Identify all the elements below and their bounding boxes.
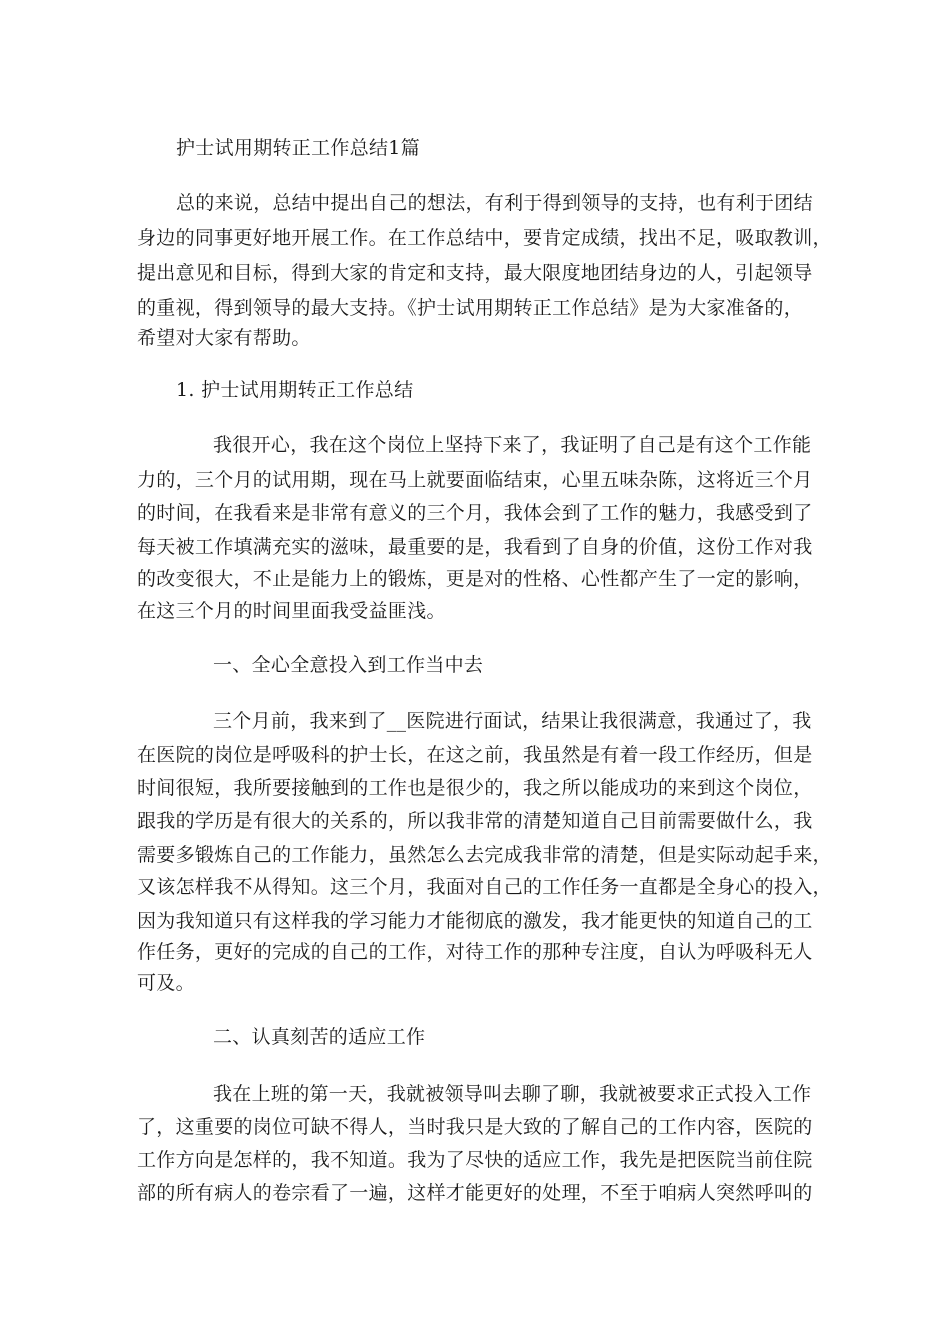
section-title: 1. 护士试用期转正工作总结 — [176, 379, 414, 401]
paragraph-line: 因为我知道只有这样我的学习能力才能彻底的激发，我才能更快的知道自己的工 — [137, 910, 813, 932]
paragraph-line: 了，这重要的岗位可缺不得人，当时我只是大致的了解自己的工作内容，医院的 — [137, 1116, 813, 1138]
paragraph-line: 部的所有病人的卷宗看了一遍，这样才能更好的处理，不至于咱病人突然呼叫的 — [137, 1182, 813, 1204]
paragraph-line: 可及。 — [137, 972, 195, 994]
paragraph-line: 的时间，在我看来是非常有意义的三个月，我体会到了工作的魅力，我感受到了 — [137, 502, 813, 524]
paragraph-line: 跟我的学历是有很大的关系的，所以我非常的清楚知道自己目前需要做什么，我 — [137, 810, 813, 832]
paragraph-line: 的改变很大，不止是能力上的锻炼，更是对的性格、心性都产生了一定的影响， — [137, 568, 813, 590]
intro-line: 的重视，得到领导的最大支持。《护士试用期转正工作总结》是为大家准备的， — [137, 297, 804, 319]
paragraph-line: 工作方向是怎样的，我不知道。我为了尽快的适应工作，我先是把医院当前住院 — [137, 1149, 813, 1171]
paragraph-line: 力的，三个月的试用期，现在马上就要面临结束，心里五味杂陈，这将近三个月 — [137, 469, 813, 491]
paragraph-line: 在这三个月的时间里面我受益匪浅。 — [137, 600, 446, 622]
paragraph-line: 我很开心，我在这个岗位上坚持下来了，我证明了自己是有这个工作能 — [213, 434, 812, 456]
paragraph-line: 作任务，更好的完成的自己的工作，对待工作的那种专注度，自认为呼吸科无人 — [137, 941, 813, 963]
paragraph-line: 三个月前，我来到了__医院进行面试，结果让我很满意，我通过了，我 — [213, 710, 812, 732]
intro-line: 提出意见和目标，得到大家的肯定和支持，最大限度地团结身边的人，引起领导 — [137, 262, 813, 284]
intro-line: 总的来说，总结中提出自己的想法，有利于得到领导的支持，也有利于团结 — [176, 192, 813, 214]
paragraph-line: 时间很短，我所要接触到的工作也是很少的，我之所以能成功的来到这个岗位， — [137, 777, 813, 799]
document-title: 护士试用期转正工作总结1篇 — [176, 137, 420, 159]
intro-line: 希望对大家有帮助。 — [137, 327, 311, 349]
paragraph-line: 我在上班的第一天，我就被领导叫去聊了聊，我就被要求正式投入工作 — [213, 1083, 812, 1105]
intro-line: 身边的同事更好地开展工作。在工作总结中，要肯定成绩，找出不足，吸取教训， — [137, 227, 832, 249]
subheading-2: 二、认真刻苦的适应工作 — [213, 1026, 426, 1048]
paragraph-line: 在医院的岗位是呼吸科的护士长，在这之前，我虽然是有着一段工作经历，但是 — [137, 744, 813, 766]
paragraph-line: 每天被工作填满充实的滋味，最重要的是，我看到了自身的价值，这份工作对我 — [137, 536, 813, 558]
paragraph-line: 又该怎样我不从得知。这三个月，我面对自己的工作任务一直都是全身心的投入， — [137, 876, 832, 898]
subheading-1: 一、全心全意投入到工作当中去 — [213, 654, 484, 676]
paragraph-line: 需要多锻炼自己的工作能力，虽然怎么去完成我非常的清楚，但是实际动起手来， — [137, 844, 832, 866]
